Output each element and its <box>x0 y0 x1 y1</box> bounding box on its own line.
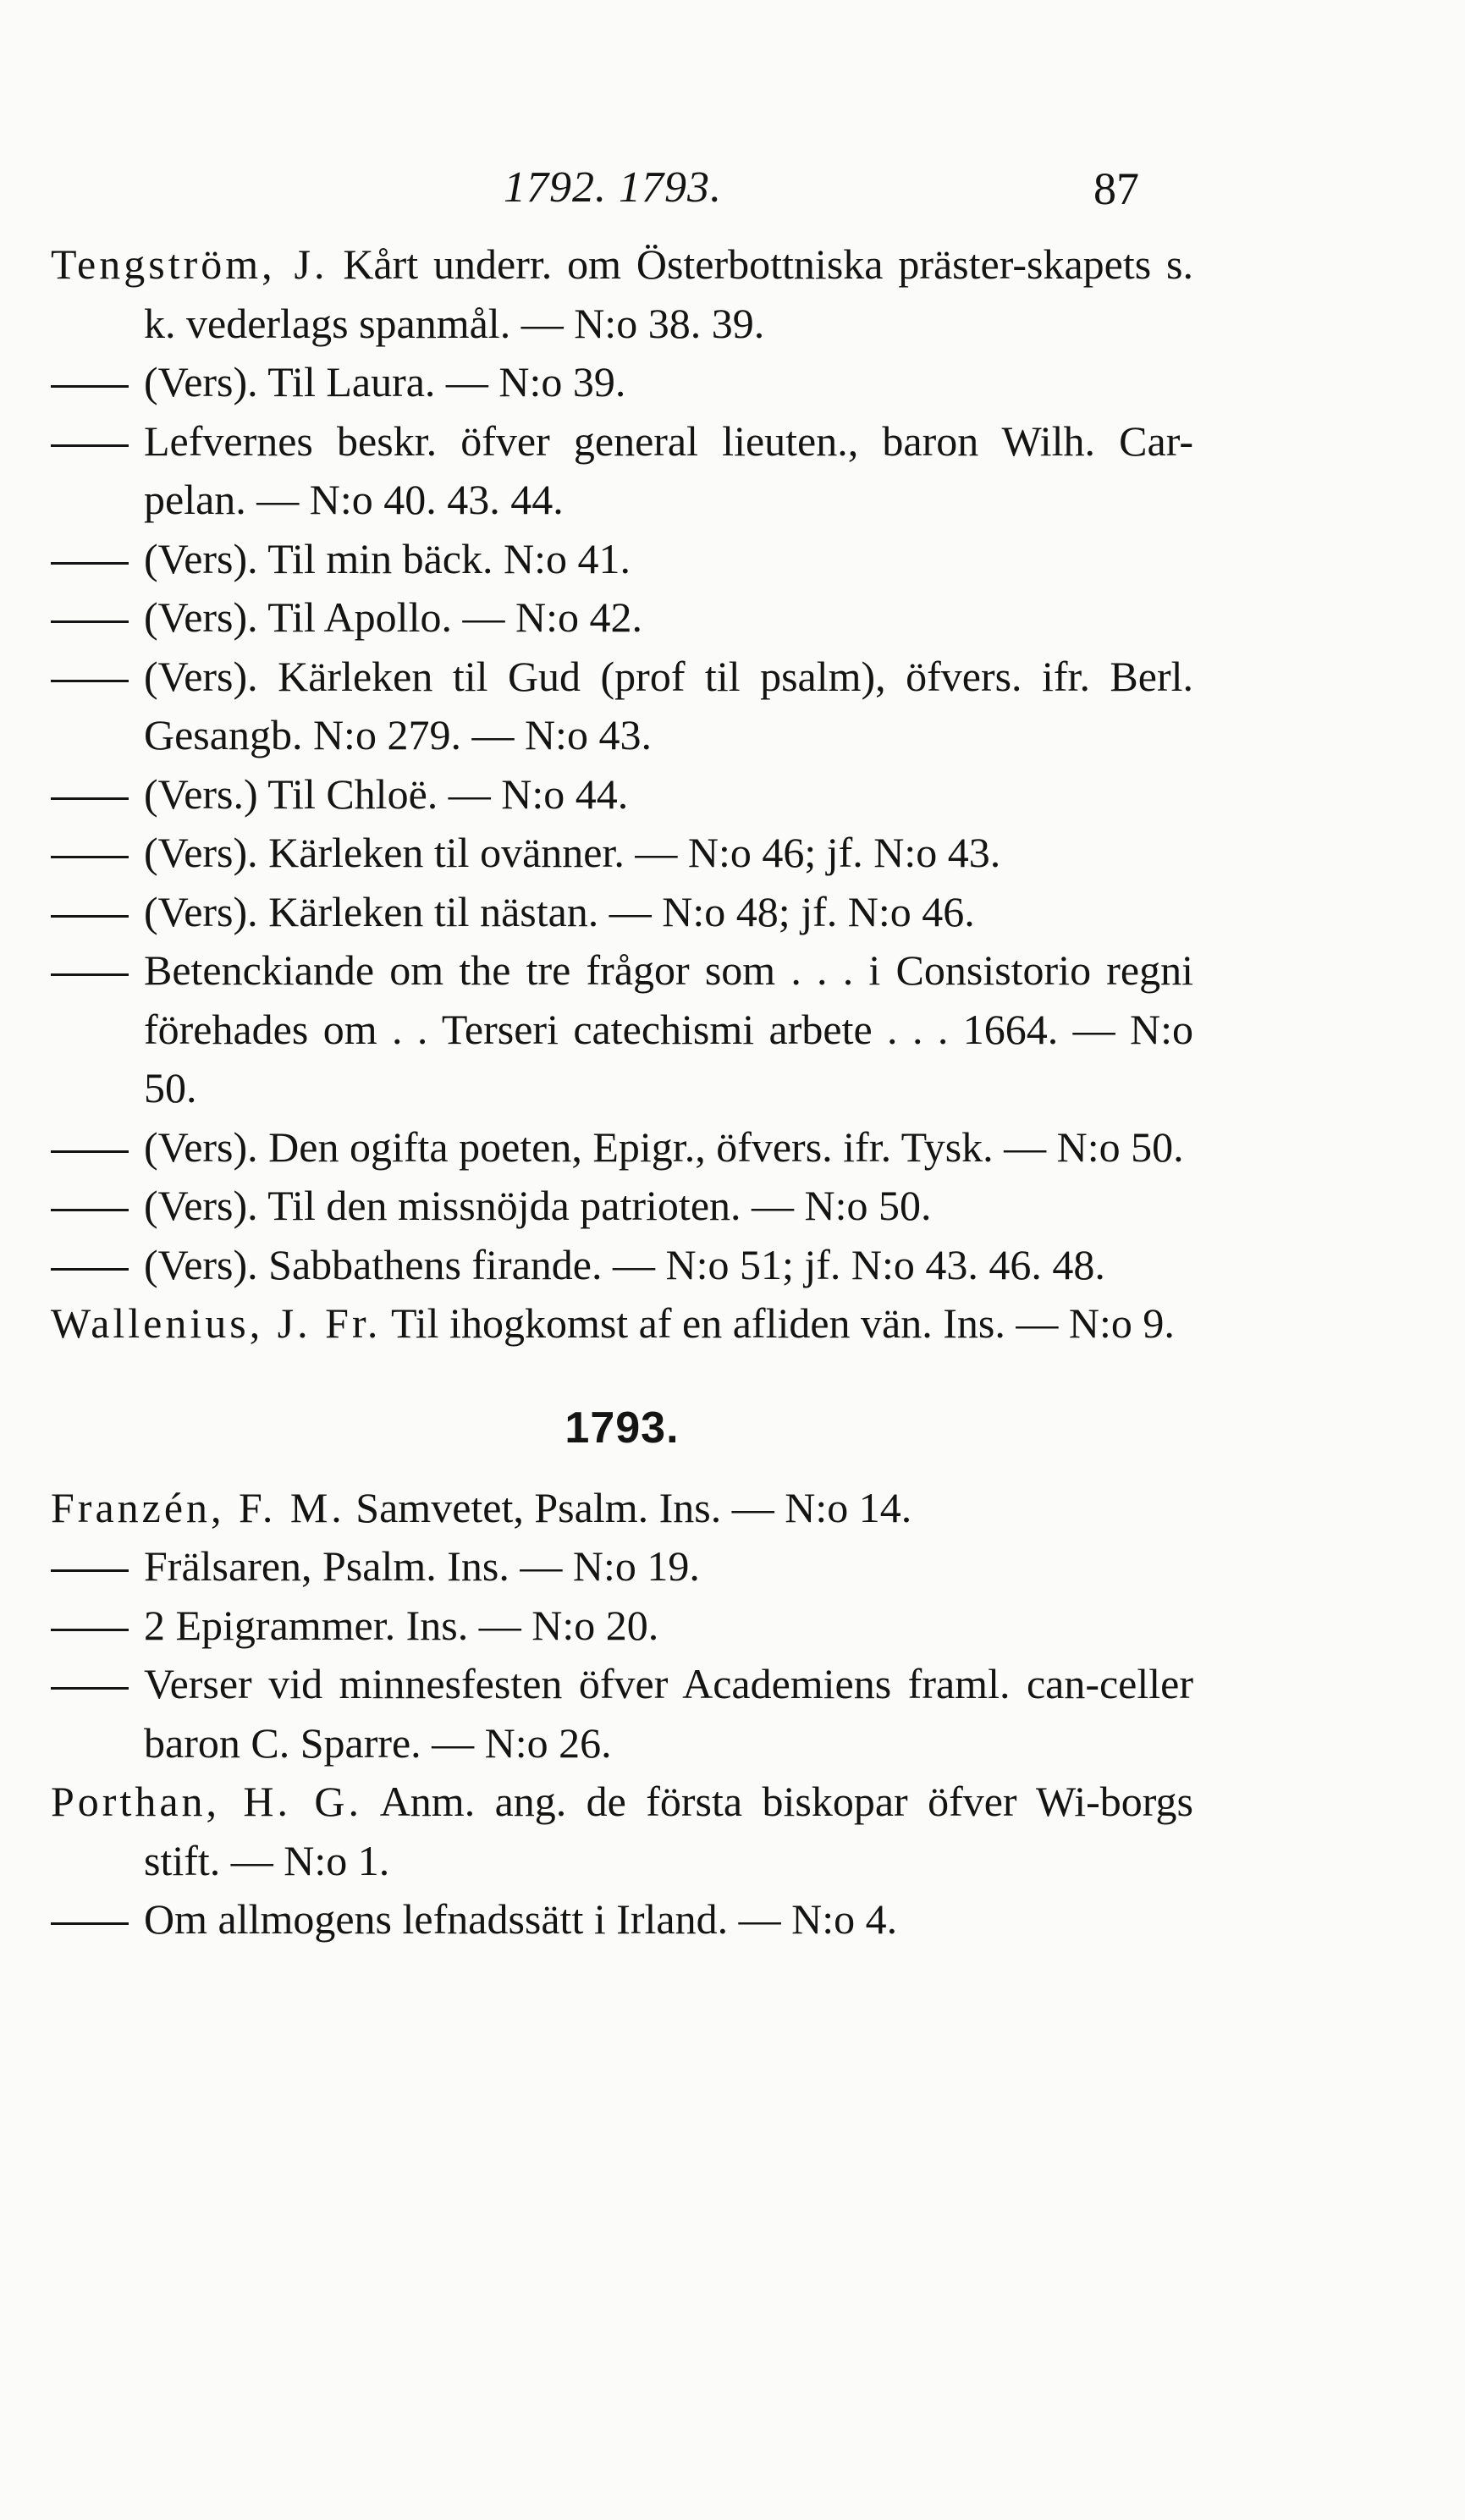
entry-text: Samvetet, Psalm. Ins. — N:o 14. <box>355 1483 912 1531</box>
ditto-dash <box>51 385 129 388</box>
list-item <box>51 648 1193 765</box>
entry-text: Anm. ang. de första biskopar öfver Wi-borgs stift. — N:o 1. <box>144 1778 1193 1884</box>
section-1793 <box>51 1479 1193 1949</box>
entry-author: Tengström, J. <box>51 240 328 288</box>
entry-text: Om allmogens lefnadssätt i Irland. — N:o 4. <box>144 1895 898 1943</box>
entry-text: (Vers). Til den missnöjda patrioten. — N:o 50. <box>144 1182 932 1229</box>
list-item <box>51 1118 1193 1177</box>
entry-text: Lefvernes beskr. öfver general lieuten., baron Wilh. Car-pelan. — N:o 40. 43. 44. <box>144 416 1193 523</box>
list-item <box>51 530 1193 589</box>
list-item <box>51 941 1193 1118</box>
ditto-dash <box>51 620 129 623</box>
entry-text: (Vers.) Til Chloë. — N:o 44. <box>144 769 629 818</box>
ditto-dash <box>51 1922 129 1925</box>
list-item <box>51 1655 1193 1773</box>
ditto-dash <box>51 1629 129 1631</box>
list-item <box>51 235 1193 353</box>
entry-text: (Vers). Til Apollo. — N:o 42. <box>144 593 642 641</box>
ditto-dash <box>51 1569 129 1572</box>
ditto-dash <box>51 797 129 800</box>
ditto-dash <box>51 856 129 858</box>
entry-text: (Vers). Sabbathens firande. — N:o 51; jf. N:o 43. 46. 48. <box>144 1240 1105 1288</box>
ditto-dash <box>51 1209 129 1211</box>
entry-author: Porthan, H. G. <box>51 1778 363 1825</box>
entry-text: (Vers). Til Laura. — N:o 39. <box>144 358 626 405</box>
ditto-dash <box>51 915 129 918</box>
list-item <box>51 765 1193 824</box>
section-1792 <box>51 235 1193 1354</box>
entry-text: (Vers). Kärleken til nästan. — N:o 48; jf. N:o 46. <box>144 887 975 935</box>
entry-text: Til ihogkomst af en afliden vän. Ins. — N:o 9. <box>390 1299 1175 1347</box>
year-heading: 1793. <box>565 1403 680 1453</box>
list-item <box>51 1236 1193 1295</box>
list-item <box>51 824 1193 883</box>
list-item <box>51 1479 1193 1538</box>
ditto-dash <box>51 680 129 682</box>
list-item <box>51 883 1193 942</box>
entry-author: Wallenius, J. Fr. <box>51 1299 382 1347</box>
entry-text: (Vers). Kärleken til ovänner. — N:o 46; jf. N:o 43. <box>144 829 1001 876</box>
list-item <box>51 1177 1193 1236</box>
ditto-dash <box>51 562 129 565</box>
bibliography-content <box>51 235 1193 1949</box>
ditto-dash <box>51 1150 129 1153</box>
entry-text: (Vers). Den ogifta poeten, Epigr., öfvers. ifr. Tysk. — N:o 50. <box>144 1122 1184 1171</box>
list-item <box>51 1537 1193 1596</box>
list-item <box>51 1294 1193 1354</box>
ditto-dash <box>51 444 129 447</box>
page-number: 87 <box>1093 163 1139 214</box>
entry-text: (Vers). Kärleken til Gud (prof til psalm), öfvers. ifr. Berl. Gesangb. N:o 279. — N:o 43. <box>144 652 1193 758</box>
entry-text: (Vers). Til min bäck. N:o 41. <box>144 534 631 582</box>
list-item <box>51 353 1193 412</box>
list-item <box>51 588 1193 648</box>
entry-text: 2 Epigrammer. Ins. — N:o 20. <box>144 1601 659 1649</box>
page-header <box>0 163 1465 222</box>
entry-text: Betenckiande om the tre frågor som . . . i Consistorio regni förehades om . . Terseri catechismi arbete . . . 1664. — N:o 50. <box>144 946 1193 1111</box>
entry-text: Kårt underr. om Österbottniska präster-skapets s. k. vederlags spanmål. — N:o 38. 39. <box>144 240 1194 347</box>
list-item <box>51 1596 1193 1656</box>
ditto-dash <box>51 1268 129 1271</box>
entry-author: Franzén, F. M. <box>51 1483 345 1531</box>
ditto-dash <box>51 973 129 976</box>
list-item <box>51 412 1193 530</box>
running-head: 1792. 1793. <box>504 163 722 212</box>
list-item <box>51 1890 1193 1949</box>
list-item <box>51 1773 1193 1890</box>
ditto-dash <box>51 1687 129 1690</box>
entry-text: Verser vid minnesfesten öfver Academiens framl. can-celler baron C. Sparre. — N:o 26. <box>144 1660 1193 1767</box>
entry-text: Frälsaren, Psalm. Ins. — N:o 19. <box>144 1542 700 1590</box>
